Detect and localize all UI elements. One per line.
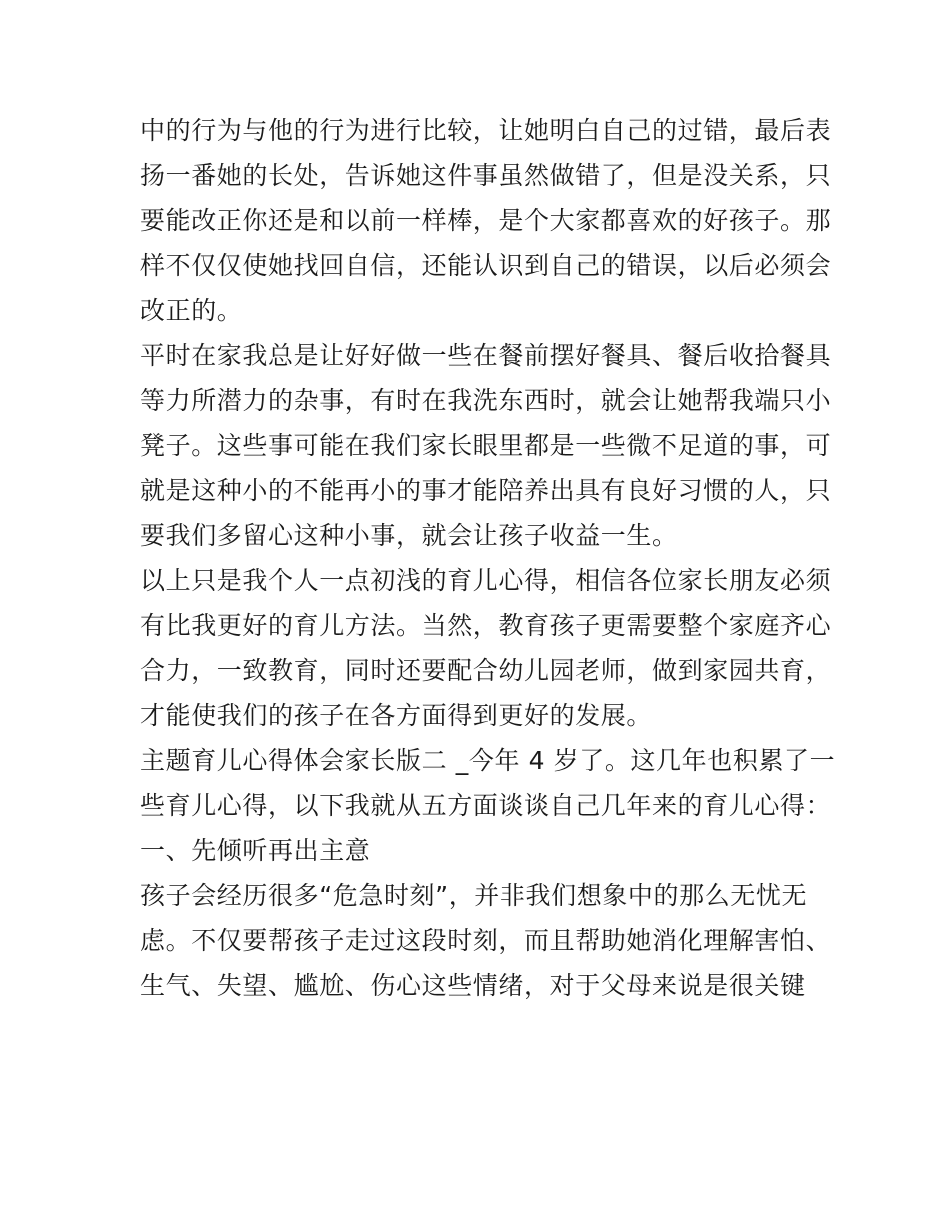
text-line: 以上只是我个人一点初浅的育儿心得，相信各位家长朋友必须 [140,566,832,595]
body-text [140,108,836,1008]
text-line: 平时在家我总是让好好做一些在餐前摆好餐具、餐后收拾餐具 [140,341,832,370]
text-line: 等力所潜力的杂事，有时在我洗东西时，就会让她帮我端只小 [140,386,832,415]
text-line: 凳子。这些事可能在我们家长眼里都是一些微不足道的事，可 [140,431,832,460]
section-heading: 一、先倾听再出主意 [140,836,371,865]
text-line: 生气、失望、尴尬、伤心这些情绪，对于父母来说是很关键 [140,971,806,1000]
text-line: 孩子会经历很多“危急时刻”，并非我们想象中的那么无忧无 [140,881,808,910]
text-line: 主题育儿心得体会家长版二 _今年 4 岁了。这几年也积累了一 [140,746,836,775]
text-line: 改正的。 [140,296,243,325]
text-line: 才能使我们的孩子在各方面得到更好的发展。 [140,701,653,730]
text-line: 些育儿心得，以下我就从五方面谈谈自己几年来的育儿心得： [140,791,832,820]
text-line: 有比我更好的育儿方法。当然，教育孩子更需要整个家庭齐心 [140,611,832,640]
text-line: 要我们多留心这种小事，就会让孩子收益一生。 [140,521,678,550]
text-line: 样不仅仅使她找回自信，还能认识到自己的错误，以后必须会 [140,251,832,280]
text-line: 中的行为与他的行为进行比较，让她明白自己的过错，最后表 [140,116,832,145]
text-line: 扬一番她的长处，告诉她这件事虽然做错了，但是没关系，只 [140,161,832,190]
text-line: 要能改正你还是和以前一样棒，是个大家都喜欢的好孩子。那 [140,206,832,235]
text-line: 就是这种小的不能再小的事才能陪养出具有良好习惯的人，只 [140,476,832,505]
text-line: 合力，一致教育，同时还要配合幼儿园老师，做到家园共育， [140,656,832,685]
text-line: 虑。不仅要帮孩子走过这段时刻，而且帮助她消化理解害怕、 [140,926,832,955]
